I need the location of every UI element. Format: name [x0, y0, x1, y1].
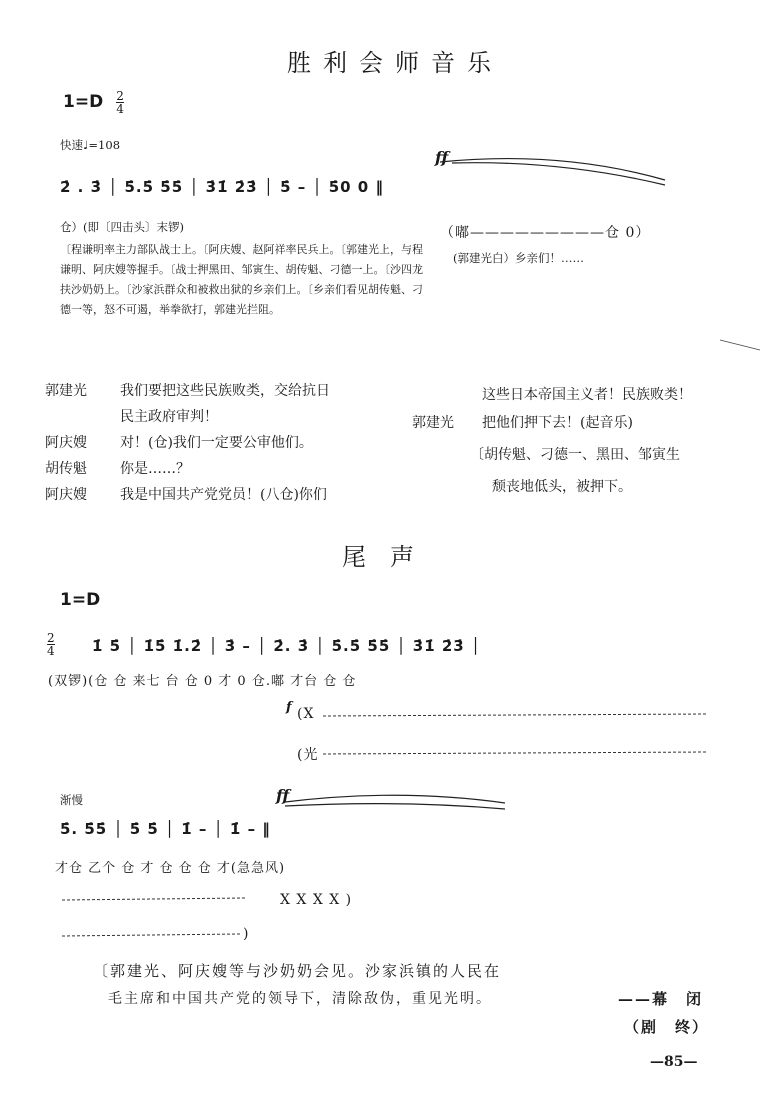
tempo-marking-2: 渐慢: [60, 793, 83, 807]
slur-line-4: [285, 804, 505, 809]
speaker-4: 胡传魁: [45, 461, 87, 477]
dialogue-line-5: 我是中国共产党党员！(八仓)你们: [120, 487, 327, 503]
final-stage-1: 〔郭建光、阿庆嫂等与沙奶奶会见。沙家浜镇的人民在: [93, 962, 502, 980]
paren-close: ): [243, 926, 250, 942]
score-line: 2̇ . 3̇ │ 5̇.5̇ 5̇5̇ │ 3̇1̇ 2̇3̇ │ 5̇ – │ 5̇0 0 ‖: [60, 178, 384, 196]
dynamic-f: f: [286, 700, 292, 715]
speaker-1: 郭建光: [45, 383, 87, 399]
speaker-3: 阿庆嫂: [45, 435, 87, 451]
dialogue-right-cont: 这些日本帝国主义者！民族败类！: [482, 387, 692, 403]
dynamic-marking: ff: [435, 148, 449, 167]
stage-right-2: 颓丧地低头，被押下。: [492, 479, 632, 495]
dialogue-line-4: 你是……？: [120, 461, 190, 477]
dialogue-line-3: 对！(仓)我们一定要公审他们。: [120, 435, 313, 451]
dialogue-line-1: 我们要把这些民族败类，交给抗日: [120, 383, 330, 399]
section-title: 胜利会师音乐: [287, 49, 503, 77]
stage-right-1: 〔胡传魁、刁德一、黑田、邹寅生: [470, 447, 680, 463]
dash-line-lower-1: [62, 898, 245, 900]
x-label: (X: [297, 706, 315, 722]
curtain-falls: ——幕 闭: [618, 990, 704, 1008]
percussion-line: 仓）(即〔四击头〕末锣): [60, 220, 184, 234]
key-label: 1=D: [63, 92, 104, 112]
end-note: （剧 终）: [624, 1018, 710, 1036]
stage-direction: 〔程谦明率主力部队战士上。〔阿庆嫂、赵阿祥率民兵上。〔郭建光上，与程谦明、阿庆嫂等握手。〔战士押黑田、邹寅生、胡传魁、刁德一上。〔沙四龙扶沙奶奶上。〔沙家浜群众和被救出狱的乡亲们上。〔乡亲们看见胡传魁、刁德一等，怒不可遏，举拳欲打，郭建光拦阻。: [60, 243, 423, 316]
score-line-2a: 1̇ 5̇ │ 1̇5̇ 1̇.2̇ │ 3̇ – │ 2̇. 3̇ │ 5̇.5̇ 5̇5̇ │ 3̇1̇ 2̇3̇ │: [92, 637, 481, 655]
percussion-dong: （嘟—————————仓 0）: [440, 225, 651, 241]
dash-line-x: [323, 714, 708, 716]
score-line-2b: 5̇. 5̇5̇ │ 5̇ 5̇ │ 1̇̇ – │ 1̇̇ – ‖: [60, 820, 271, 838]
x-row: X X X X ): [280, 892, 353, 908]
percussion-line-2a: (双锣)(仓 仓 来七 台 仓 0 才 0 仓.嘟 才台 仓 仓: [48, 674, 357, 689]
page-number: —85—: [650, 1054, 698, 1070]
time-numerator: 2: [116, 89, 124, 103]
key-label-2: 1=D: [60, 590, 101, 610]
dynamic-ff: ff: [276, 786, 290, 805]
slur-line-1: [440, 159, 665, 180]
section-title-2: 尾 声: [342, 543, 414, 571]
final-stage-2: 毛主席和中国共产党的领导下，清除敌伪，重见光明。: [108, 991, 492, 1007]
percussion-line-2b: 才仓 乙个 仓 才 仓 仓 仓 才(急急风): [55, 861, 286, 876]
speaker-5: 阿庆嫂: [45, 487, 87, 503]
time-numerator-2: 2: [47, 631, 55, 645]
margin-mark: [720, 340, 760, 350]
speaker-right: 郭建光: [412, 415, 454, 431]
guang-label: (光: [297, 747, 319, 763]
tempo-marking: 快速♩=108: [60, 138, 121, 152]
slur-line-2: [452, 163, 665, 185]
time-denominator-2: 4: [47, 644, 55, 658]
dialogue-line-2: 民主政府审判！: [120, 409, 218, 425]
dash-line-guang: [323, 752, 708, 754]
slur-line-3: [285, 795, 505, 803]
time-denominator: 4: [116, 102, 124, 116]
guo-aside: (郭建光白）乡亲们！……: [453, 251, 584, 265]
dash-line-lower-2: [62, 934, 240, 936]
dialogue-right-line: 把他们押下去！(起音乐): [482, 415, 633, 431]
